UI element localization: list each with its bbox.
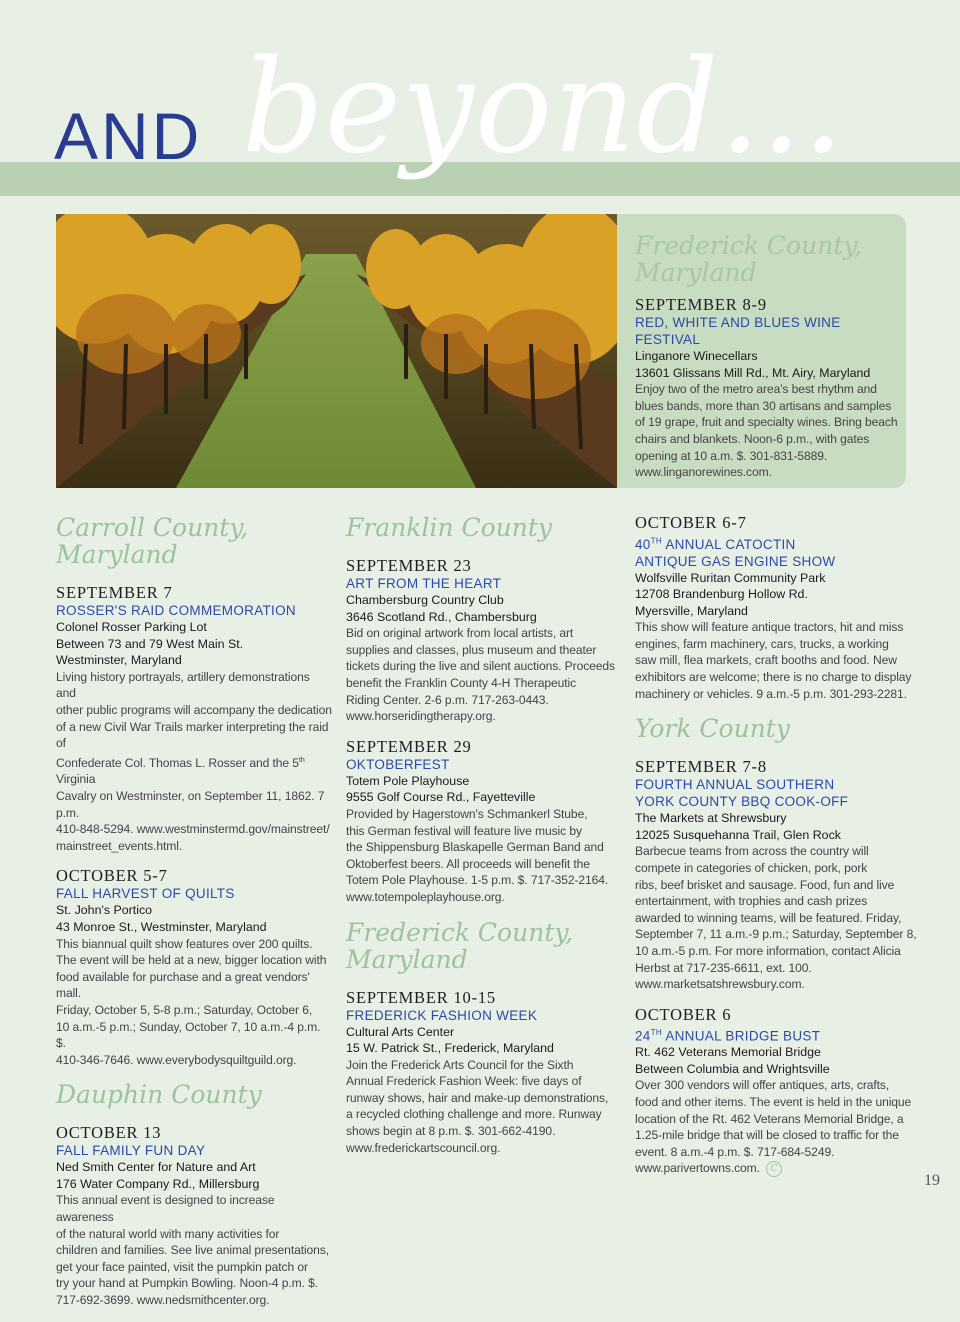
event-title: 40TH ANNUAL CATOCTIN ANTIQUE GAS ENGINE SHOW [635,536,836,569]
heading-and: AND [54,99,203,173]
event-item [635,514,920,702]
event-date: SEPTEMBER 8-9 [635,295,767,314]
event-venue: Rt. 462 Veterans Memorial Bridge Between Columbia and Wrightsville [635,1045,830,1076]
event-title: OKTOBERFEST [346,756,450,772]
event-description: Bid on original artwork from local artists, art supplies and classes, plus museum and theater tickets during the live and silent auctions. Proceeds benefit the Franklin County 4-H Therapeutic Riding Center. 2-6 p.m. 717-263-0443. www.horseridingtherapy.org. [346,626,615,724]
county-heading: Dauphin County [56,1080,262,1110]
event-date: SEPTEMBER 7 [56,583,173,602]
event-description: Enjoy two of the metro area's best rhythm and blues bands, more than 30 artisans and samples of 19 grape, fruit and specialty wines. Bring beach chairs and blankets. Noon-6 p.m., with gates opening at 10 a.m. $. 301-831-5889. www.linganorewines.com. [635,382,898,480]
event-venue: St. John's Portico 43 Monroe St., Westminster, Maryland [56,903,267,934]
event-item [346,557,616,725]
event-description: This show will feature antique tractors, hit and miss engines, farm machinery, cars, trucks, a working saw mill, flea markets, craft booths and food. New exhibitors are welcome; there is no charge to display machinery or vehicles. 9 a.m.-5 p.m. 301-293-2281. [635,620,912,701]
heading-beyond: beyond... [242,33,845,182]
county-heading: York County [635,714,790,744]
column-3 [635,514,920,1190]
event-description: This biannual quilt show features over 200 quilts. The event will be held at a new, bigger location with food available for purchase and a great vendors' mall. Friday, October 5, 5-8 p.m.; Saturday, October 6, 10 a.m.-5 p.m.; Sunday, October 7, 10 a.m.-4 p.m. $. 410-346-7646. www.everybodysquiltguild.org. [56,936,327,1067]
event-item [56,1124,332,1308]
event-venue: Ned Smith Center for Nature and Art 176 Water Company Rd., Millersburg [56,1160,260,1191]
event-title: FOURTH ANNUAL SOUTHERN YORK COUNTY BBQ COOK-OFF [635,777,849,810]
event-description: Provided by Hagerstown's Schmankerl Stube, this German festival will feature live music by the Shippensburg Blaskapelle German Band and Oktoberfest beers. All proceeds will benefit the Totem Pole Playhouse. 1-5 p.m. $. 717-352-2164. www.totempoleplayhouse.org. [346,806,609,904]
event-description: Over 300 vendors will offer antiques, arts, crafts, food and other items. The event is held in the unique location of the Rt. 462 Veterans Memorial Bridge, a 1.25-mile bridge that will be closed to traffic for the event. 8 a.m.-4 p.m. $. 717-684-5249. www.parivertowns.com. C [635,1078,912,1176]
event-date: OCTOBER 6-7 [635,513,747,532]
event-date: SEPTEMBER 7-8 [635,757,767,777]
event-item [635,758,920,993]
county-heading: Carroll County, Maryland [56,513,249,569]
event-date: SEPTEMBER 10-15 [346,987,496,1007]
event-description: This annual event is designed to increase awareness of the natural world with many activities for children and families. See live animal presentations, get your face painted, visit the pumpkin patch or try your hand at Pumpkin Bowling. Noon-4 p.m. $. 717-692-3699. www.nedsmithcenter.org. [56,1193,330,1308]
event-venue: Totem Pole Playhouse 9555 Golf Course Rd., Fayetteville [346,773,536,805]
column-2 [346,514,616,1169]
event-item [346,738,616,906]
event-venue: Colonel Rosser Parking Lot Between 73 and 79 West Main St. Westminster, Maryland [56,620,244,668]
event-date: OCTOBER 13 [56,1123,162,1143]
event-title: ART FROM THE HEART [346,576,502,591]
event-venue: Chambersburg Country Club 3646 Scotland Rd., Chambersburg [346,593,537,624]
county-heading: Frederick County, Maryland [346,917,574,974]
event-date: OCTOBER 6 [635,1004,732,1024]
event-title: FREDERICK FASHION WEEK [346,1007,538,1023]
event-description: Join the Frederick Arts Council for the Sixth Annual Frederick Fashion Week: five days of runway shows, hair and make-up demonstrations, a recycled clothing challenge and more. Runway shows begin at 8 p.m. $. 301-662-4190. www.frederickartscouncil.org. [346,1057,609,1155]
event-title: ROSSER'S RAID COMMEMORATION [56,603,296,618]
event-venue: Wolfsville Ruritan Community Park 12708 Brandenburg Hollow Rd. Myersville, Maryland [635,570,826,618]
county-heading: Frederick County, Maryland [635,231,863,287]
event-title: FALL FAMILY FUN DAY [56,1143,206,1159]
county-heading: Franklin County [346,513,553,542]
event-item [346,989,616,1157]
featured-event-panel [617,214,906,488]
event-venue: Cultural Arts Center 15 W. Patrick St., Frederick, Maryland [346,1024,554,1056]
event-description: Living history portrayals, artillery demonstrations and other public programs will accompany the dedication of a new Civil War Trails marker interpreting the raid of Confederate Col. Thomas L. Rosser and the 5th Virginia Cavalry on Westminster, on September 11, 1862. 7 p.m. 410-848-5294. www.westminstermd.gov/mainstreet/ mainstreet_events.html. [56,669,332,853]
event-title: 24TH ANNUAL BRIDGE BUST [635,1027,821,1044]
event-item [56,584,332,854]
event-date: SEPTEMBER 23 [346,556,472,575]
event-date: SEPTEMBER 29 [346,736,472,756]
event-venue: The Markets at Shrewsbury 12025 Susquehanna Trail, Glen Rock [635,811,841,842]
event-date: OCTOBER 5-7 [56,866,168,886]
magazine-logo-icon: C [766,1161,782,1177]
event-title: RED, WHITE AND BLUES WINE FESTIVAL [635,315,841,347]
column-1 [56,514,332,1322]
event-description: Barbecue teams from across the country will compete in categories of chicken, pork, pork ribs, beef brisket and sausage. Food, fun and live entertainment, with trophies and cash prizes awarded to winning teams, will be featured. Friday, September 7, 11 a.m.-9 p.m.; Saturday, September 8, 10 a.m.-5 p.m. For more information, contact Alicia Herbst at 717-235-6611, ext. 100. www.marketsatshrewsbury.com. [635,844,917,992]
vineyard-photo [56,214,617,488]
page-number: 19 [924,1172,940,1189]
event-venue: Linganore Winecellars 13601 Glissans Mill Rd., Mt. Airy, Maryland [635,349,871,380]
event-item [635,1006,920,1177]
event-title: FALL HARVEST OF QUILTS [56,886,235,902]
event-item [56,867,332,1068]
